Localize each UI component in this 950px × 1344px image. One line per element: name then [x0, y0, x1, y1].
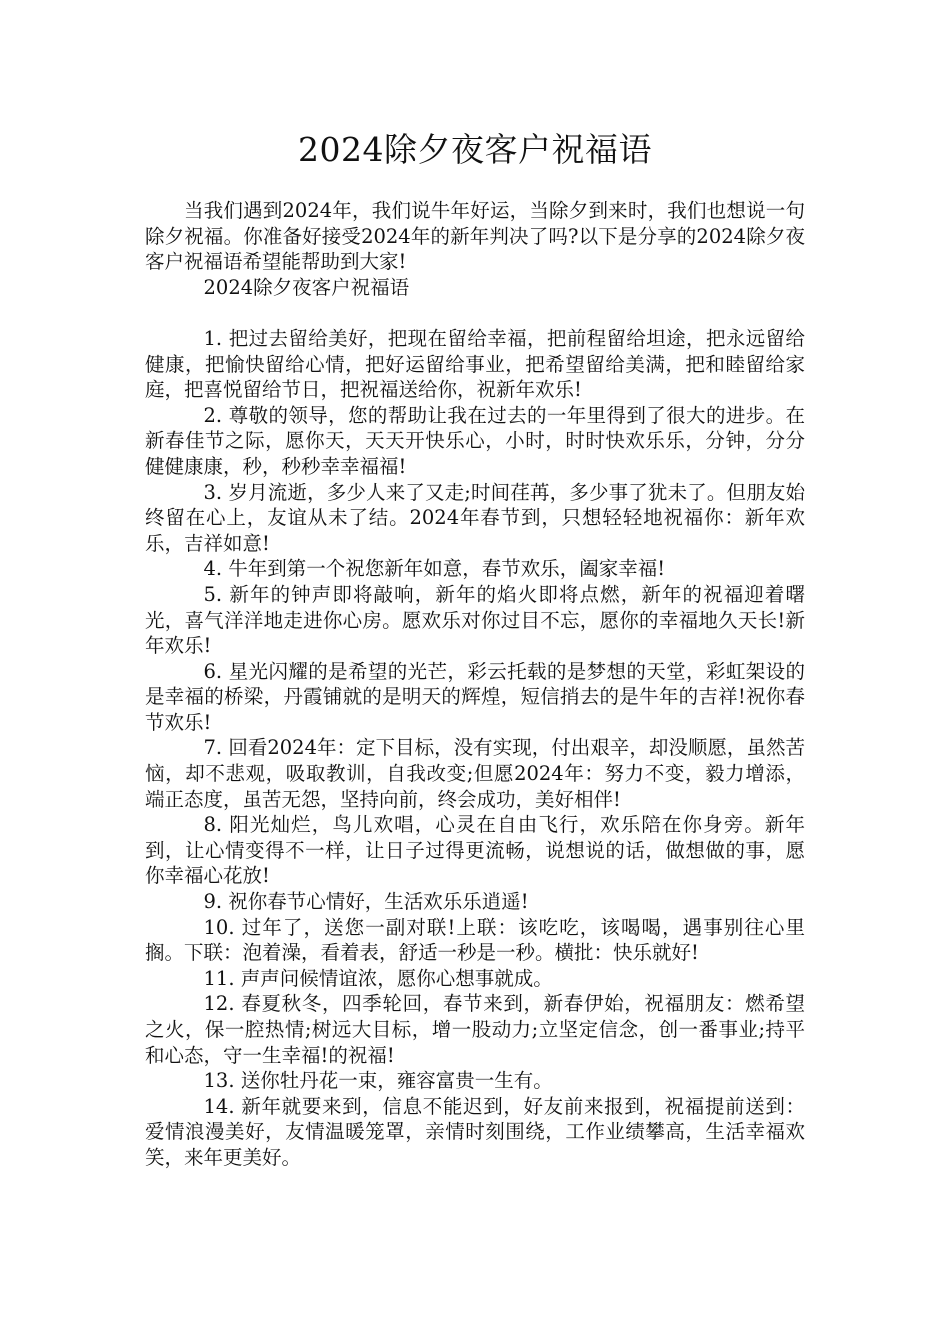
- greeting-item-9: 9. 祝你春节心情好，生活欢乐乐逍遥!: [203, 890, 529, 914]
- greeting-item-10: 10. 过年了，送您一副对联!上联：该吃吃，该喝喝，遇事别往心里搁。下联：泡着澡，看着表，舒适一秒是一秒。横批：快乐就好!: [145, 915, 805, 965]
- greeting-item-5: 5. 新年的钟声即将敲响，新年的焰火即将点燃，新年的祝福迎着曙光，喜气洋洋地走进你心房。愿欢乐对你过目不忘，愿你的幸福地久天长!新年欢乐!: [145, 582, 805, 658]
- greeting-item-13: 13. 送你牡丹花一束，雍容富贵一生有。: [203, 1069, 553, 1093]
- section-subtitle: 2024除夕夜客户祝福语: [203, 275, 410, 299]
- greeting-item-2: 2. 尊敬的领导，您的帮助让我在过去的一年里得到了很大的进步。在新春佳节之际，愿你天，天天开快乐心，小时，时时快欢乐乐，分钟，分分健健康康，秒，秒秒幸幸福福!: [145, 403, 805, 478]
- greeting-item-6: 6. 星光闪耀的是希望的光芒，彩云托载的是梦想的天堂，彩虹架设的是幸福的桥梁，丹霞铺就的是明天的辉煌，短信捎去的是牛年的吉祥!祝你春节欢乐!: [145, 659, 805, 734]
- greeting-item-12: 12. 春夏秋冬，四季轮回，春节来到，新春伊始，祝福朋友：燃希望之火，保一腔热情;树远大目标，增一股动力;立坚定信念，创一番事业;持平和心态，守一生幸福!的祝福!: [145, 992, 805, 1067]
- document-body: [145, 198, 805, 1171]
- greeting-item-4: 4. 牛年到第一个祝您新年如意，春节欢乐，阖家幸福!: [203, 557, 666, 581]
- document-title: 2024除夕夜客户祝福语: [298, 130, 652, 169]
- greeting-item-8: 8. 阳光灿烂，鸟儿欢唱，心灵在自由飞行，欢乐陪在你身旁。新年到，让心情变得不一样，让日子过得更流畅，说想说的话，做想做的事，愿你幸福心花放!: [145, 813, 805, 888]
- greeting-item-3: 3. 岁月流逝，多少人来了又走;时间荏苒，多少事了犹未了。但朋友始终留在心上，友谊从未了结。2024年春节到，只想轻轻地祝福你：新年欢乐，吉祥如意!: [145, 480, 805, 555]
- greeting-item-1: 1. 把过去留给美好，把现在留给幸福，把前程留给坦途，把永远留给健康，把愉快留给心情，把好运留给事业，把希望留给美满，把和睦留给家庭，把喜悦留给节日，把祝福送给你，祝新年欢乐!: [145, 326, 805, 402]
- greeting-item-7: 7. 回看2024年：定下目标，没有实现，付出艰辛，却没顺愿，虽然苦恼，却不悲观，吸取教训，自我改变;但愿2024年：努力不变，毅力增添，端正态度，虽苦无怨，坚持向前，终会成功，美好相伴!: [145, 736, 805, 811]
- intro-paragraph: 当我们遇到2024年，我们说牛年好运，当除夕到来时，我们也想说一句除夕祝福。你准备好接受2024年的新年判决了吗?以下是分享的2024除夕夜客户祝福语希望能帮助到大家!: [145, 199, 805, 274]
- greeting-item-11: 11. 声声问候情谊浓，愿你心想事就成。: [203, 966, 553, 990]
- greeting-item-14: 14. 新年就要来到，信息不能迟到，好友前来报到，祝福提前送到：爱情浪漫美好，友情温暖笼罩，亲情时刻围绕，工作业绩攀高，生活幸福欢笑，来年更美好。: [145, 1094, 805, 1169]
